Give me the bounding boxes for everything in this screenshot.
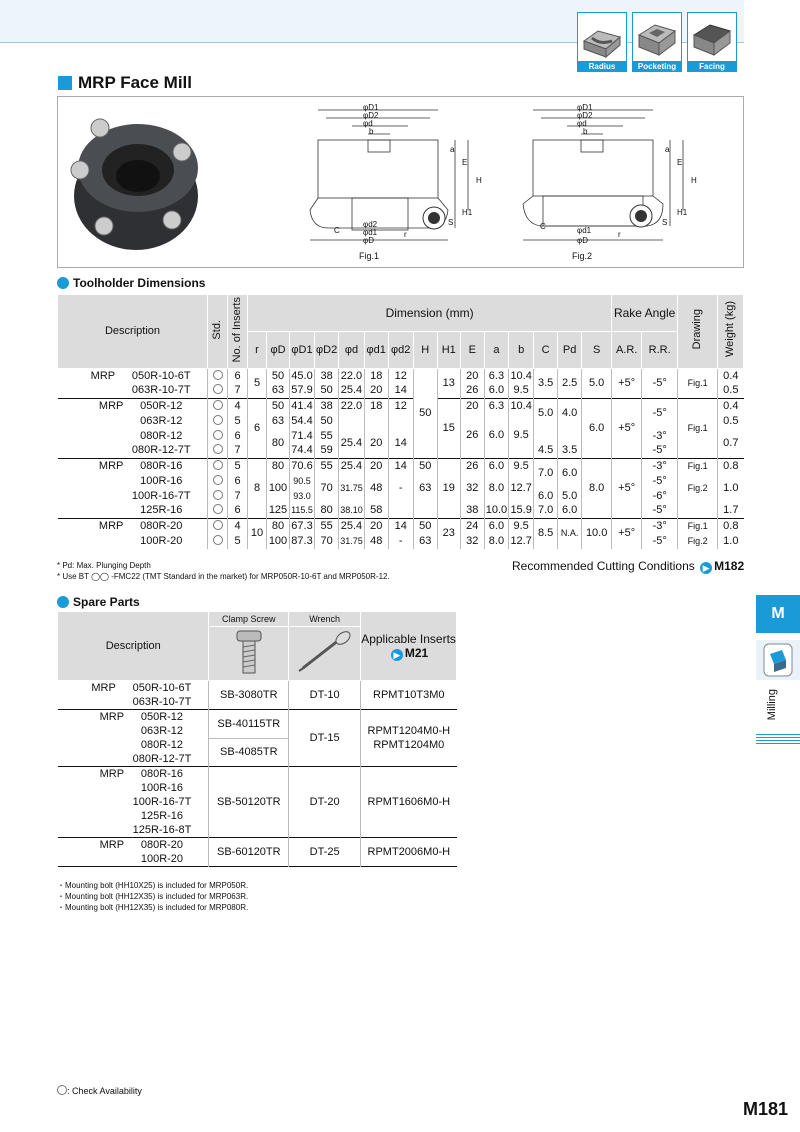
wrench-icon [289,627,361,681]
table-row: 125R-16 [140,810,184,822]
toolholder-table [57,294,744,549]
pocketing-icon [632,12,682,62]
page-title: MRP Face Mill [78,73,192,92]
table-row: 080R-12-7T [132,753,192,765]
col-d1: φd1 [364,332,388,369]
fig1-caption: Fig.1 [359,251,380,261]
col-RR: R.R. [642,332,678,369]
table-row: MRP 050R-12 4 6 50 41.4 38 22.0 18 12 15 20 6.3 10.4 5.0 4.0 6.0 +5° -5° Fig.1 0.4 [58,399,744,414]
category-label-pocketing: Pocketing [632,62,682,72]
fig2-drawing [505,100,705,250]
fig1-label-d: φd [363,119,373,128]
table-row: 063R-10-7T [132,696,192,708]
availability-icon [213,535,223,545]
col-C: C [534,332,558,369]
table-row: MRP 050R-10-6T SB-3080TR DT-10 RPMT10T3M0 [58,681,457,696]
availability-legend: : Check Availability [57,1085,142,1096]
availability-icon [213,430,223,440]
col-applicable-inserts: Applicable Inserts [361,631,456,646]
col-d: φd [339,332,365,369]
col-E: E [460,332,484,369]
fig1-label-S: S [448,218,454,227]
table-row: 063R-12 5 63 54.4 50 26 6.0 9.5 0.5 [58,414,744,429]
availability-icon [213,370,223,380]
fig2-label-d: φd [577,119,587,128]
clamp-screw-icon [209,627,289,681]
col-AR: A.R. [612,332,642,369]
col-dimension: Dimension (mm) [248,295,612,332]
arrow-right-icon: ▶ [391,649,403,661]
availability-icon [213,415,223,425]
spare-parts-table [57,611,457,867]
col-clamp-screw: Clamp Screw [209,612,289,627]
tab-decoration [756,732,800,744]
table-row: MRP 080R-16 SB-50120TR DT-20 RPMT1606M0-H [58,767,457,782]
fig1-label-C: C [334,226,340,235]
fig2-label-d1: φd1 [577,226,592,235]
table-row: MRP 080R-20 SB-60120TR DT-25 RPMT2006M0-H [58,838,457,853]
col-std: Std. [211,319,223,340]
fig2-label-S: S [662,218,668,227]
fig1-label-r: r [404,230,407,239]
col-wrench: Wrench [289,612,361,627]
col-Pd: Pd [558,332,582,369]
col-drawing: Drawing [691,309,704,350]
fig2-label-C: C [540,222,546,231]
col-D: φD [267,332,290,369]
section-tab-letter[interactable]: M [756,595,800,633]
table-row: 100R-20 5 100 87.3 70 31.75 48 - 63 32 8.0 12.7 -5° Fig.2 1.0 [58,534,744,549]
col-H1: H1 [437,332,460,369]
table-row: 100R-16 [140,782,184,794]
fig1-label-D: φD [363,236,374,245]
availability-icon [213,475,223,485]
fig2-label-H1: H1 [677,208,688,217]
radius-milling-icon [577,12,627,62]
table-row: MRP 080R-20 4 10 80 67.3 55 25.4 20 14 50 23 24 6.0 9.5 8.5 N.A. 10.0 +5° -3° Fig.1 0.8 [58,519,744,534]
availability-icon [213,444,223,454]
spare-notes: ・Mounting bolt (HH10X25) is included for MRP050R. ・Mounting bolt (HH12X35) is included for MRP063R. ・Mounting bolt (HH12X35) is included for MRP080R. [57,881,249,912]
table-row: 100R-20 [58,852,457,867]
fig1-label-d1: φd1 [363,228,378,237]
arrow-right-icon: ▶ [700,562,712,574]
milling-icon [756,640,800,680]
fig2-label-D1: φD1 [577,103,593,112]
spare-heading: Spare Parts [57,595,140,609]
table-row: MRP 050R-10-6T 6 5 50 45.0 38 22.0 18 12 50 13 20 6.3 10.4 3.5 2.5 5.0 +5° -5° Fig.1 0.4 [58,369,744,384]
fig2-label-D: φD [577,236,588,245]
availability-icon [213,460,223,470]
table-row: MRP 050R-12 SB-40115TR DT-15 RPMT1204M0-H RPMT1204M0 [58,710,457,725]
fig2-label-E: E [677,158,683,167]
col-D1: φD1 [290,332,315,369]
availability-icon [213,400,223,410]
table-row: 080R-12 6 80 71.4 55 25.4 20 14 -3° 0.7 [58,429,744,444]
facing-icon [687,12,737,62]
fig1-label-H1: H1 [462,208,473,217]
col-b: b [509,332,534,369]
fig1-label-H: H [476,176,482,185]
col-r: r [248,332,267,369]
col-inserts: No. of Inserts [231,296,243,363]
fig2-label-b: b [583,127,588,136]
fig1-drawing [290,100,490,250]
face-mill-photo [62,100,202,260]
availability-icon [213,504,223,514]
fig2-label-a: a [665,145,670,154]
table-row: 063R-10-7T 7 63 57.9 50 25.4 20 14 26 6.0 9.5 0.5 [58,384,744,399]
availability-icon [213,384,223,394]
toolholder-notes: * Pd: Max. Plunging Depth * Use BT ◯◯ -FMC22 (TMT Standard in the market) for MRP050R-10-6T and MRP050R-12. [57,561,390,581]
category-label-facing: Facing [687,62,737,72]
fig1-label-b: b [369,127,374,136]
fig1-label-E: E [462,158,468,167]
col-H: H [413,332,437,369]
col-description: Description [58,295,208,369]
col-d2: φd2 [388,332,413,369]
availability-icon [213,520,223,530]
fig1-label-d2: φd2 [363,220,378,229]
table-row: 080R-12 SB-4085TR [58,738,457,752]
table-row: 125R-16 6 125 115.5 80 38.10 58 38 10.0 15.9 7.0 6.0 -5° 1.7 [58,504,744,519]
bullet-icon [57,596,69,608]
inserts-ref-link[interactable]: M21 [404,645,429,660]
fig1-label-D1: φD1 [363,103,379,112]
fig1-label-a: a [450,145,455,154]
col-D2: φD2 [315,332,339,369]
toolholder-heading: Toolholder Dimensions [57,276,205,290]
table-row: 100R-16-7T 7 93.0 6.0 5.0 -6° [58,489,744,504]
fig2-label-H: H [691,176,697,185]
page-number: M181 [742,1099,788,1119]
fig2-label-D2: φD2 [577,111,593,120]
table-row: 125R-16-8T [132,824,192,836]
category-label-radius: Radius Milling / Profiling [577,62,627,72]
col-weight: Weight (kg) [724,301,737,358]
fig2-label-r: r [618,230,621,239]
col-S: S [582,332,612,369]
recommended-cutting-link[interactable]: Recommended Cutting Conditions ▶ M182 [512,559,745,573]
col-description: Description [58,612,209,681]
table-row: 100R-16-7T [132,796,192,808]
table-row: 063R-12 [140,725,184,737]
availability-icon [213,490,223,500]
bullet-icon [57,277,69,289]
col-rake: Rake Angle [612,295,678,332]
col-a: a [484,332,508,369]
table-row: 080R-12-7T 7 74.4 59 4.5 3.5 -5° [58,444,744,459]
table-row: MRP 080R-16 5 8 80 70.6 55 25.4 20 14 50 19 26 6.0 9.5 7.0 6.0 8.0 +5° -3° Fig.1 0.8 [58,459,744,474]
fig1-label-D2: φD2 [363,111,379,120]
fig2-caption: Fig.2 [572,251,593,261]
table-row: 100R-16 6 100 90.5 70 31.75 48 - 63 32 8.0 12.7 -5° Fig.2 1.0 [58,474,744,489]
availability-icon [57,1085,67,1095]
title-marker [58,76,72,90]
section-tab-label: Milling [766,689,778,721]
